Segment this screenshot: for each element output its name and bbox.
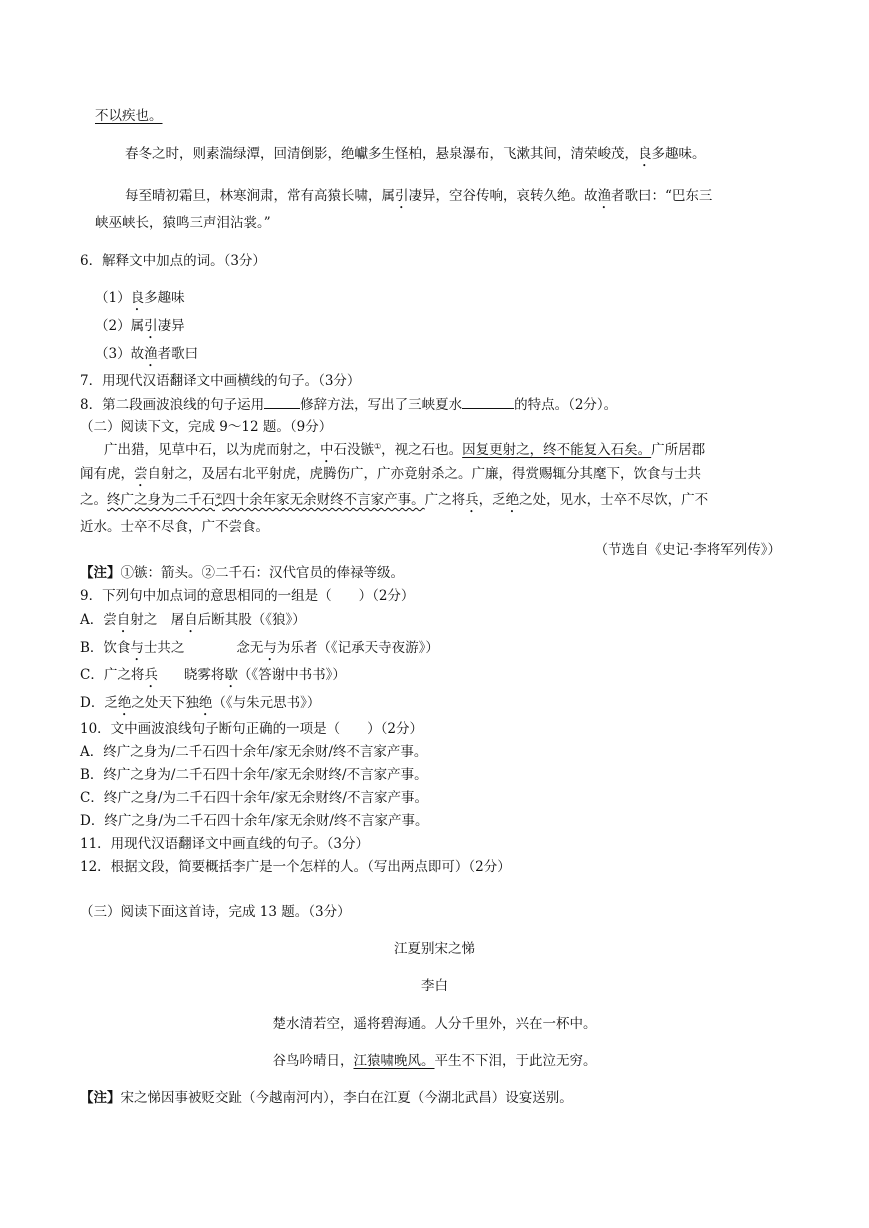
passage-text: ，视之石也。 <box>381 442 463 458</box>
option-text: 乏 <box>104 695 118 711</box>
option-text: 士共之 <box>143 640 185 656</box>
passage-text: 每至晴初霜旦，林寒涧肃，常有高猿长啸，属 <box>125 188 395 204</box>
question-6-item-3 <box>95 345 198 370</box>
underlined-sentence: 江猿啸晚风。 <box>353 1053 435 1069</box>
question-9-option-b[interactable] <box>80 639 439 664</box>
item-text: （1） <box>95 290 131 306</box>
section-2-heading: （二）阅读下文，完成 9～12 题。（9分） <box>80 419 333 435</box>
option-text: 晓雾将 <box>183 667 225 683</box>
dotted-word: 渔 <box>597 188 611 204</box>
li-guang-passage-line-2 <box>80 465 701 490</box>
note-label: 【注】 <box>80 1090 121 1106</box>
poem-text: 平生不下泪，于此泣无穷。 <box>434 1053 597 1069</box>
passage-source: （节选自《史记·李将军列传》） <box>594 542 781 558</box>
poem-text: 谷鸟吟晴日， <box>272 1053 354 1069</box>
passage-paragraph-2 <box>125 145 706 170</box>
item-text: 凄异 <box>157 318 185 334</box>
passage-text: ，乏 <box>478 492 506 508</box>
passage-paragraph-3-cont: 峡巫峡长，猿鸣三声泪沾裳。” <box>95 215 271 231</box>
passage-text: 之处，见水，士卒不尽饮，广不 <box>519 492 709 508</box>
passage-text: 自射之，及居右北平射虎，虎腾伤广，广亦竟射杀之。广廉，得赏赐辄分其麾下，饮食与士共 <box>147 466 701 482</box>
passage-text: 之。 <box>80 492 107 508</box>
dotted-word: 绝 <box>505 492 520 508</box>
question-text: 8．第二段画波浪线的句子运用 <box>80 397 265 413</box>
footnote-marker: ② <box>215 492 223 501</box>
section-2-note <box>80 564 404 582</box>
li-guang-passage-line-1 <box>104 441 705 466</box>
item-text: （3）故 <box>95 346 145 362</box>
li-guang-passage-line-3 <box>80 491 708 516</box>
passage-text: 广出猎，见草中石，以为虎而射之， <box>104 442 320 458</box>
dotted-word: 渔 <box>144 346 158 362</box>
note-text: ①镞：箭头。②二千石：汉代官员的俸禄等级。 <box>120 565 404 581</box>
wavy-sentence: 终广之身为二千石 <box>107 492 215 508</box>
question-10-option-b[interactable]: B．终广之身为/二千石四十余年/家无余财终/不言家产事。 <box>80 767 428 783</box>
question-7: 7．用现代汉语翻译文中画横线的句子。（3分） <box>80 373 361 389</box>
dotted-word: 歇 <box>224 667 238 683</box>
option-text: 念无 <box>236 640 264 656</box>
question-10-option-d[interactable]: D．终广之身/为二千石四十余年/家无余财/终不言家产事。 <box>80 813 429 829</box>
question-10-option-c[interactable]: C．终广之身/为二千石四十余年/家无余财终/不言家产事。 <box>80 790 428 806</box>
dotted-word: 自 <box>116 612 131 628</box>
dotted-word: 兵 <box>144 667 158 683</box>
option-label: A． <box>80 612 104 628</box>
dotted-word: 兵 <box>465 492 479 508</box>
dotted-word: 引 <box>395 188 409 204</box>
dotted-word: 与 <box>263 640 277 656</box>
passage-text: 广之将 <box>424 492 466 508</box>
option-label: B． <box>80 640 104 656</box>
dotted-word: 引 <box>144 318 158 334</box>
question-9-option-d[interactable] <box>80 694 320 719</box>
question-12: 12．根据文段，简要概括李广是一个怎样的人。（写出两点即可）（2分） <box>80 859 511 875</box>
passage-text: 多趣味。 <box>651 146 706 162</box>
section-3-note <box>80 1089 573 1107</box>
option-text: 射之 屠 <box>130 612 185 628</box>
question-11: 11．用现代汉语翻译文中画直线的句子。（3分） <box>80 836 370 852</box>
footnote-marker: ① <box>374 442 382 451</box>
poem-line-2 <box>0 1052 869 1070</box>
poem-author: 李白 <box>421 978 448 994</box>
dotted-word: 尝 <box>134 466 148 482</box>
passage-text: 春冬之时，则素湍绿潭，回清倒影，绝巘多生怪柏，悬泉瀑布，飞漱其间，清荣峻茂， <box>125 146 638 162</box>
passage-line-tail: 不以疾也。 <box>95 108 163 124</box>
question-6-item-1 <box>95 289 185 314</box>
question-9-option-a[interactable] <box>80 611 306 636</box>
question-8 <box>80 395 617 414</box>
option-text: 为乐者（《记承天寺夜游》） <box>276 640 439 656</box>
dotted-word: 良 <box>130 290 145 306</box>
option-label: C． <box>80 667 104 683</box>
dotted-word: 绝 <box>117 695 132 711</box>
passage-text: 闻有虎， <box>80 466 134 482</box>
dotted-word: 良 <box>638 146 652 162</box>
item-text: 者歌曰 <box>157 346 199 362</box>
option-label: D． <box>80 695 105 711</box>
answer-blank[interactable] <box>462 395 514 409</box>
question-9-stem: 9．下列句中加点词的意思相同的一组是（ ）（2分） <box>80 588 415 604</box>
question-9-option-c[interactable] <box>80 666 346 691</box>
passage-text: 石没镞 <box>333 442 374 458</box>
question-10-option-a[interactable]: A．终广之身为/二千石四十余年/家无余财/终不言家产事。 <box>80 744 428 760</box>
option-text: 之处天下独 <box>131 695 199 711</box>
option-text: （《答谢中书书》） <box>237 667 346 683</box>
section-3-heading: （三）阅读下面这首诗，完成 13 题。（3分） <box>80 904 351 920</box>
option-text: 尝 <box>103 612 117 628</box>
answer-blank[interactable] <box>264 395 300 409</box>
passage-text: 广所居郡 <box>651 442 706 458</box>
option-text: （《与朱元思书》） <box>212 695 321 711</box>
li-guang-passage-line-4: 近水。士卒不尽食，广不尝食。 <box>80 519 269 535</box>
passage-paragraph-3 <box>125 187 712 212</box>
underlined-sentence: 因复更射之，终不能复入石矣。 <box>462 442 652 458</box>
poem-title: 江夏别宋之悌 <box>394 941 475 957</box>
dotted-word: 自 <box>184 612 198 628</box>
question-6-item-2 <box>95 317 185 342</box>
poem-line-1: 楚水清若空，遥将碧海通。人分千里外，兴在一杯中。 <box>272 1016 597 1032</box>
passage-text: 凄异，空谷传响，哀转久绝。故 <box>408 188 598 204</box>
note-label: 【注】 <box>80 565 121 581</box>
option-text: 饮食 <box>103 640 131 656</box>
option-text: 广之将 <box>103 667 145 683</box>
wavy-sentence: 四十余年家无余财终不言家产事。 <box>222 492 425 508</box>
note-text: 宋之悌因事被贬交趾（今越南河内），李白在江夏（今湖北武昌）设宴送别。 <box>120 1090 573 1106</box>
item-text: 多趣味 <box>144 290 185 306</box>
dotted-word: 中 <box>320 442 334 458</box>
passage-text: 者歌曰：“巴东三 <box>611 188 713 204</box>
question-10-stem: 10．文中画波浪线句子断句正确的一项是（ ）（2分） <box>80 721 424 737</box>
item-text: （2）属 <box>95 318 145 334</box>
question-6-stem: 6．解释文中加点的词。（3分） <box>80 253 266 269</box>
dotted-word: 与 <box>130 640 144 656</box>
option-text: 后断其股（《狼》） <box>197 612 306 628</box>
question-text: 修辞方法，写出了三峡夏水 <box>300 397 463 413</box>
dotted-word: 绝 <box>198 695 213 711</box>
question-text: 的特点。（2分）。 <box>514 397 618 413</box>
